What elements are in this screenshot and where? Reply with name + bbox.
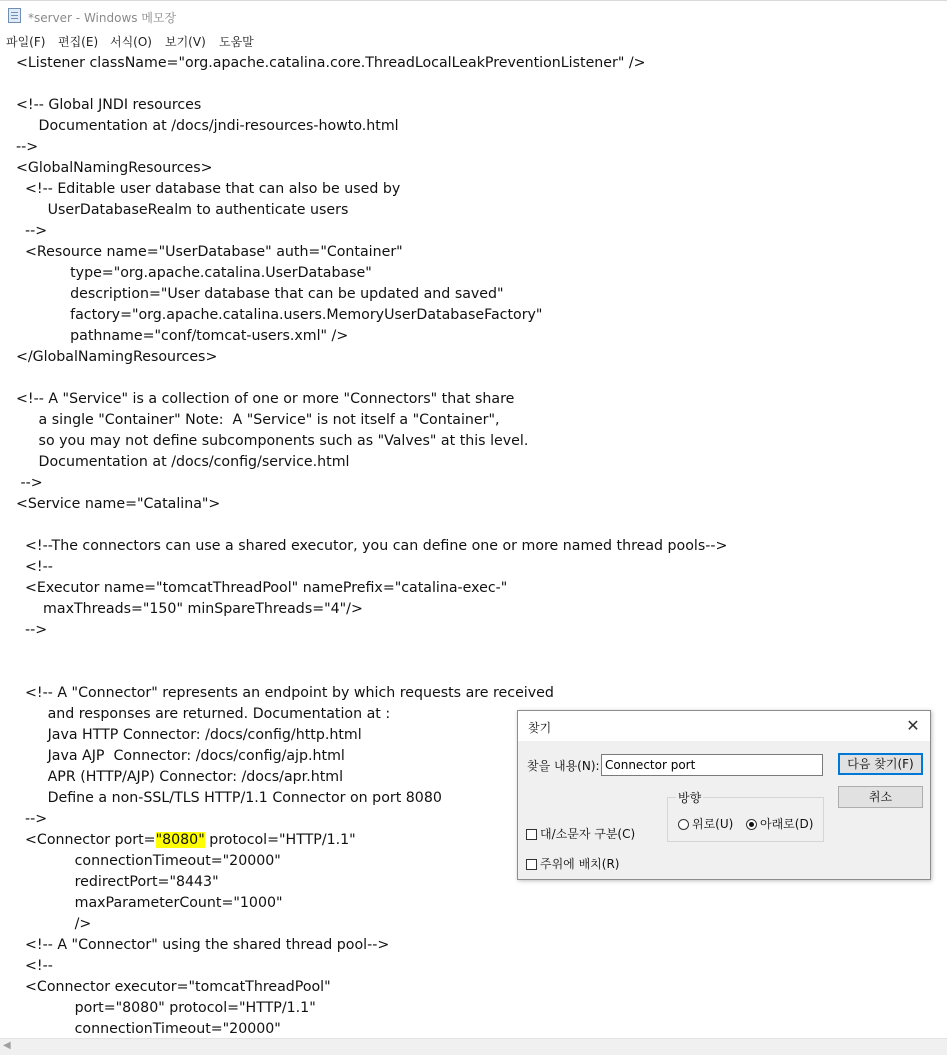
search-highlight: "8080" [155,832,205,848]
editor-line: <!-- [16,958,53,974]
match-case-checkbox[interactable] [526,829,537,840]
find-dialog-title: 찾기 [528,721,552,735]
find-what-input[interactable] [601,754,823,776]
editor-line: <Resource name="UserDatabase" auth="Container" [16,244,403,260]
window-title: *server - Windows 메모장 [28,11,177,25]
radio-down[interactable] [746,819,757,830]
editor-line: connectionTimeout="20000" [16,1021,281,1037]
direction-down-label: 아래로(D) [760,817,814,831]
editor-line: --> [16,223,48,239]
editor-line: connectionTimeout="20000" [16,853,281,869]
editor-line: <GlobalNamingResources> [16,160,213,176]
editor-line: <Connector port="8080" protocol="HTTP/1.1" [16,832,356,848]
direction-up-label: 위로(U) [692,817,734,831]
close-icon[interactable]: ✕ [906,716,920,735]
notepad-app-icon [8,8,21,23]
direction-label: 방향 [678,791,702,805]
menu-view[interactable]: 보기(V) [165,35,206,49]
menu-file[interactable]: 파일(F) [6,35,46,49]
editor-line: pathname="conf/tomcat-users.xml" /> [16,328,349,344]
editor-line: Documentation at /docs/config/service.html [16,454,350,470]
editor-line [16,662,727,683]
text-editor[interactable] [0,50,947,1038]
editor-line: type="org.apache.catalina.UserDatabase" [16,265,372,281]
editor-line: <Connector executor="tomcatThreadPool" [16,979,331,995]
editor-line: Java AJP Connector: /docs/config/ajp.html [16,748,345,764]
editor-line: --> [16,475,43,491]
editor-line: port="8080" protocol="HTTP/1.1" [16,1000,316,1016]
editor-line: </GlobalNamingResources> [16,349,218,365]
editor-line: <!-- A "Service" is a collection of one or more "Connectors" that share [16,391,515,407]
cancel-button[interactable]: 취소 [838,786,923,808]
editor-line: so you may not define subcomponents such as "Valves" at this level. [16,433,529,449]
editor-line: /> [16,916,92,932]
scroll-left-arrow-icon[interactable]: ◀ [3,1040,11,1051]
wrap-around-option[interactable] [526,855,619,872]
editor-content[interactable] [16,53,727,1038]
direction-up-option[interactable] [678,815,733,832]
editor-line [16,74,727,95]
editor-line: UserDatabaseRealm to authenticate users [16,202,349,218]
menu-help[interactable]: 도움말 [219,35,254,49]
editor-line: APR (HTTP/AJP) Connector: /docs/apr.html [16,769,344,785]
editor-line: a single "Container" Note: A "Service" is not itself a "Container", [16,412,500,428]
editor-line: maxParameterCount="1000" [16,895,283,911]
menu-bar [0,30,947,50]
editor-line: <Service name="Catalina"> [16,496,221,512]
match-case-option[interactable] [526,825,635,842]
find-next-button[interactable]: 다음 찾기(F) [838,753,923,775]
editor-line: <Listener className="org.apache.catalina.core.ThreadLocalLeakPreventionListener" /> [16,55,646,71]
editor-line: <!--The connectors can use a shared executor, you can define one or more named thread pools--> [16,538,728,554]
window-titlebar [0,0,947,31]
editor-line: <!-- Editable user database that can also be used by [16,181,401,197]
direction-down-option[interactable] [746,815,813,832]
find-dialog [517,710,931,880]
editor-line: and responses are returned. Documentation at : [16,706,391,722]
editor-line: <Executor name="tomcatThreadPool" namePrefix="catalina-exec-" [16,580,508,596]
editor-line: Define a non-SSL/TLS HTTP/1.1 Connector on port 8080 [16,790,442,806]
menu-format[interactable]: 서식(O) [110,35,152,49]
editor-line: factory="org.apache.catalina.users.MemoryUserDatabaseFactory" [16,307,543,323]
menu-edit[interactable]: 편집(E) [58,35,99,49]
wrap-around-label: 주위에 배치(R) [540,857,620,871]
editor-line: description="User database that can be updated and saved" [16,286,504,302]
wrap-around-checkbox[interactable] [526,859,537,870]
editor-line: maxThreads="150" minSpareThreads="4"/> [16,601,363,617]
editor-line [16,368,727,389]
match-case-label: 대/소문자 구분(C) [540,827,636,841]
horizontal-scrollbar[interactable] [0,1038,947,1055]
editor-line: <!-- A "Connector" represents an endpoint by which requests are received [16,685,554,701]
editor-line [16,641,727,662]
editor-line [16,515,727,536]
editor-line: redirectPort="8443" [16,874,219,890]
find-dialog-titlebar [518,711,930,741]
editor-line: <!-- Global JNDI resources [16,97,202,113]
editor-line: --> [16,622,48,638]
find-what-label: 찾을 내용(N): [527,759,600,773]
editor-line: --> [16,139,39,155]
editor-line: <!-- [16,559,53,575]
radio-up[interactable] [678,819,689,830]
editor-line: <!-- A "Connector" using the shared thread pool--> [16,937,390,953]
editor-line: Documentation at /docs/jndi-resources-howto.html [16,118,399,134]
direction-group [667,791,824,842]
editor-line: --> [16,811,48,827]
editor-line: Java HTTP Connector: /docs/config/http.html [16,727,362,743]
